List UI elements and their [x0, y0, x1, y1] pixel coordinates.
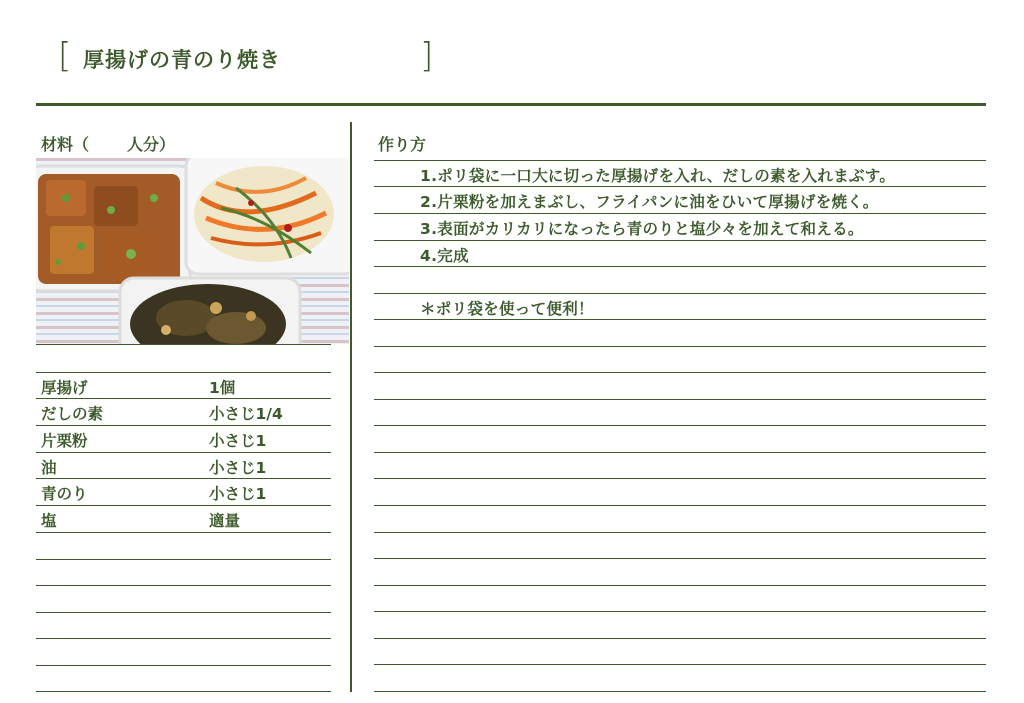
- ingredient-line: [36, 612, 331, 613]
- step-line: [374, 638, 986, 639]
- ingredient-line: [36, 665, 331, 666]
- ingredient-name: 厚揚げ: [41, 379, 88, 397]
- ingredient-name: 青のり: [41, 485, 88, 503]
- ingredient-name: 油: [41, 459, 57, 477]
- title-bracket-close: ]: [420, 36, 434, 76]
- step-line: [374, 160, 986, 161]
- ingredient-line: [36, 585, 331, 586]
- step-line: [374, 532, 986, 533]
- step-line: [374, 266, 986, 267]
- ingredient-row: [41, 398, 331, 424]
- ingredient-line: [36, 532, 331, 533]
- ingredient-qty: 適量: [209, 512, 241, 530]
- step-line: [374, 505, 986, 506]
- column-divider: [350, 122, 352, 692]
- photo-underline: [36, 344, 331, 345]
- step-line: [374, 585, 986, 586]
- step-4: 4.完成: [420, 247, 469, 265]
- ingredient-qty: 小さじ1: [209, 432, 267, 450]
- step-line: [374, 558, 986, 559]
- ingredient-name: だしの素: [41, 405, 104, 423]
- ingredient-line: [36, 691, 331, 692]
- ingredient-qty: 小さじ1: [209, 459, 267, 477]
- ingredient-qty: 1個: [209, 379, 236, 397]
- ingredient-name: 片栗粉: [41, 432, 88, 450]
- step-note: ＊ポリ袋を使って便利！: [420, 300, 594, 318]
- step-line: [374, 240, 986, 241]
- ingredient-line: [36, 638, 331, 639]
- step-line: [374, 452, 986, 453]
- ingredient-line: [36, 559, 331, 560]
- step-line: [374, 399, 986, 400]
- step-3: 3.表面がカリカリになったら青のりと塩少々を加えて和える。: [420, 220, 864, 238]
- step-line: [374, 346, 986, 347]
- step-2: 2.片栗粉を加えまぶし、フライパンに油をひいて厚揚げを焼く。: [420, 193, 879, 211]
- ingredients-heading-prefix: 材料（: [41, 135, 90, 154]
- step-1: 1.ポリ袋に一口大に切った厚揚げを入れ、だしの素を入れまぶす。: [420, 167, 896, 185]
- ingredient-row: [41, 425, 331, 451]
- step-line: [374, 372, 986, 373]
- step-line: [374, 611, 986, 612]
- recipe-title: 厚揚げの青のり焼き: [83, 48, 281, 72]
- steps-heading: 作り方: [378, 135, 427, 154]
- ingredient-row: [41, 372, 331, 398]
- step-line: [374, 664, 986, 665]
- step-line: [374, 319, 986, 320]
- ingredient-qty: 小さじ1: [209, 485, 267, 503]
- step-line: [374, 213, 986, 214]
- title-rule: [36, 103, 986, 106]
- step-line: [374, 478, 986, 479]
- title-bracket-open: [: [58, 36, 72, 76]
- ingredient-row: [41, 505, 331, 531]
- ingredient-qty: 小さじ1/4: [209, 405, 283, 423]
- ingredients-heading: [41, 132, 175, 155]
- ingredient-row: [41, 478, 331, 504]
- food-photo: [36, 158, 349, 344]
- step-line: [374, 186, 986, 187]
- ingredient-name: 塩: [41, 512, 57, 530]
- step-line: [374, 425, 986, 426]
- food-photo-icon: [36, 158, 349, 344]
- step-line: [374, 691, 986, 692]
- ingredients-heading-suffix: 人分）: [127, 135, 176, 154]
- ingredient-row: [41, 452, 331, 478]
- step-line: [374, 293, 986, 294]
